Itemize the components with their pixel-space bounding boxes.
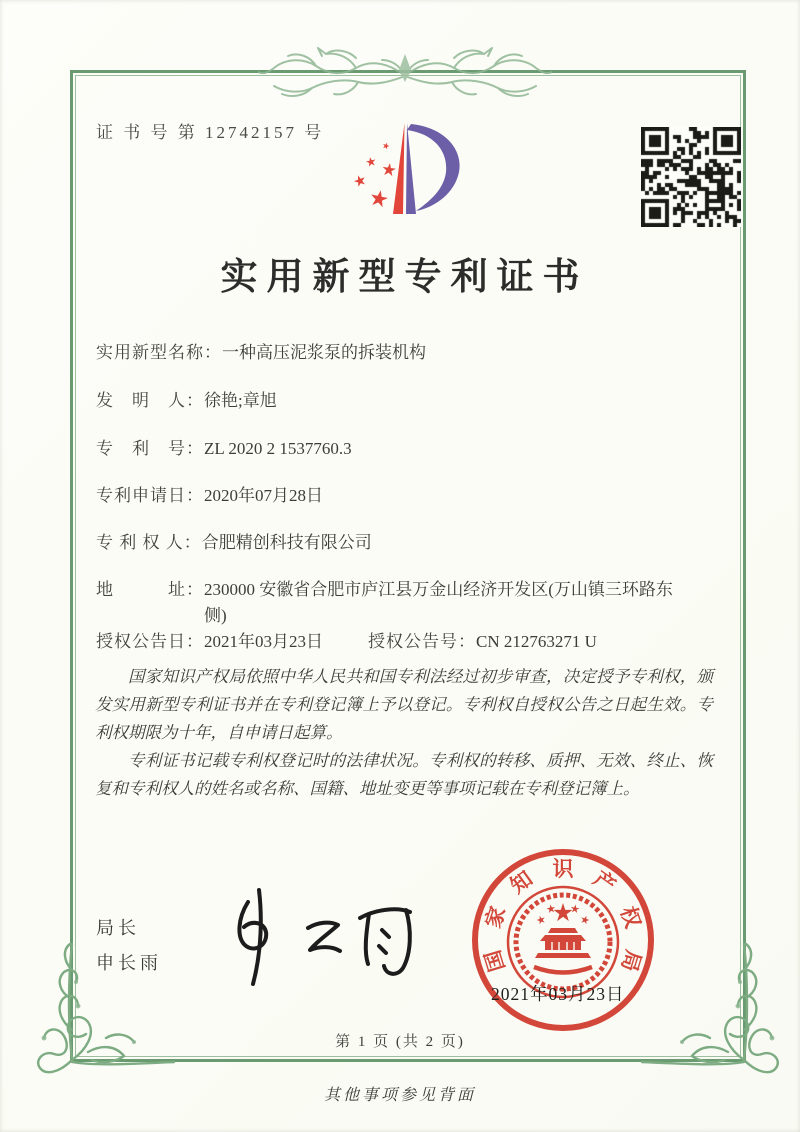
field-filing-date <box>96 483 323 509</box>
page-indicator: 第 1 页 (共 2 页) <box>335 1034 465 1050</box>
signature <box>212 880 422 995</box>
field-grant-date <box>96 629 323 655</box>
legal-paragraph-1: 国家知识产权局依照中华人民共和国专利法经过初步审查，决定授予专利权，颁发实用新型专利证书并在专利登记簿上予以登记。专利权自授权公告之日起生效。专利权期限为十年，自申请日起算。 <box>95 667 713 742</box>
field-address <box>96 577 692 629</box>
svg-text:家: 家 <box>480 903 511 932</box>
field-value: 合肥精创科技有限公司 <box>201 533 372 552</box>
svg-text:知: 知 <box>505 866 538 899</box>
field-label: 授权公告日： <box>96 632 204 651</box>
field-grant-publication-number <box>368 629 597 655</box>
svg-text:权: 权 <box>615 903 646 932</box>
svg-text:国: 国 <box>480 947 510 975</box>
field-label: 地 址： <box>96 580 204 599</box>
officer-title: 局长 <box>96 918 140 938</box>
certificate-title: 实用新型专利证书 <box>220 257 589 298</box>
field-label: 授权公告号： <box>368 632 476 651</box>
field-value: ZL 2020 2 1537760.3 <box>204 439 352 458</box>
flourish-bottom-right <box>640 934 780 1084</box>
officer-name: 申长雨 <box>96 953 162 973</box>
field-patent-number <box>96 436 352 462</box>
field-value: 2021年03月23日 <box>204 632 323 651</box>
field-label: 专 利 权 人： <box>96 533 202 552</box>
back-note: 其他事项参见背面 <box>323 1087 476 1104</box>
field-label: 专利申请日： <box>96 486 204 505</box>
field-label: 发 明 人： <box>96 391 204 410</box>
seal-date: 2021年03月23日 <box>491 984 625 1004</box>
field-value: 2020年07月28日 <box>204 486 323 505</box>
cnipa-logo <box>333 110 493 232</box>
svg-text:产: 产 <box>588 866 621 899</box>
field-utility-model-name <box>96 340 426 366</box>
official-seal <box>468 845 658 1035</box>
svg-text:识: 识 <box>552 856 574 881</box>
legal-text <box>95 663 713 803</box>
field-value: 230000 安徽省合肥市庐江县万金山经济开发区(万山镇三环路东侧) <box>204 580 673 625</box>
field-value: CN 212763271 U <box>476 632 597 651</box>
field-value: 一种高压泥浆泵的拆装机构 <box>222 343 426 362</box>
svg-text:局: 局 <box>616 947 646 975</box>
dragon-scroll-ornament <box>258 24 552 106</box>
field-label: 实用新型名称： <box>96 343 222 362</box>
legal-paragraph-2: 专利证书记载专利权登记时的法律状况。专利权的转移、质押、无效、终止、恢复和专利权人的姓名或名称、国籍、地址变更等事项记载在专利登记簿上。 <box>95 751 713 798</box>
field-value: 徐艳;章旭 <box>204 391 277 410</box>
qr-code <box>641 127 741 227</box>
certificate-number: 证 书 号 第 12742157 号 <box>96 123 325 142</box>
field-label: 专 利 号： <box>96 439 204 458</box>
field-patentee <box>96 530 372 556</box>
field-inventor <box>96 388 277 414</box>
